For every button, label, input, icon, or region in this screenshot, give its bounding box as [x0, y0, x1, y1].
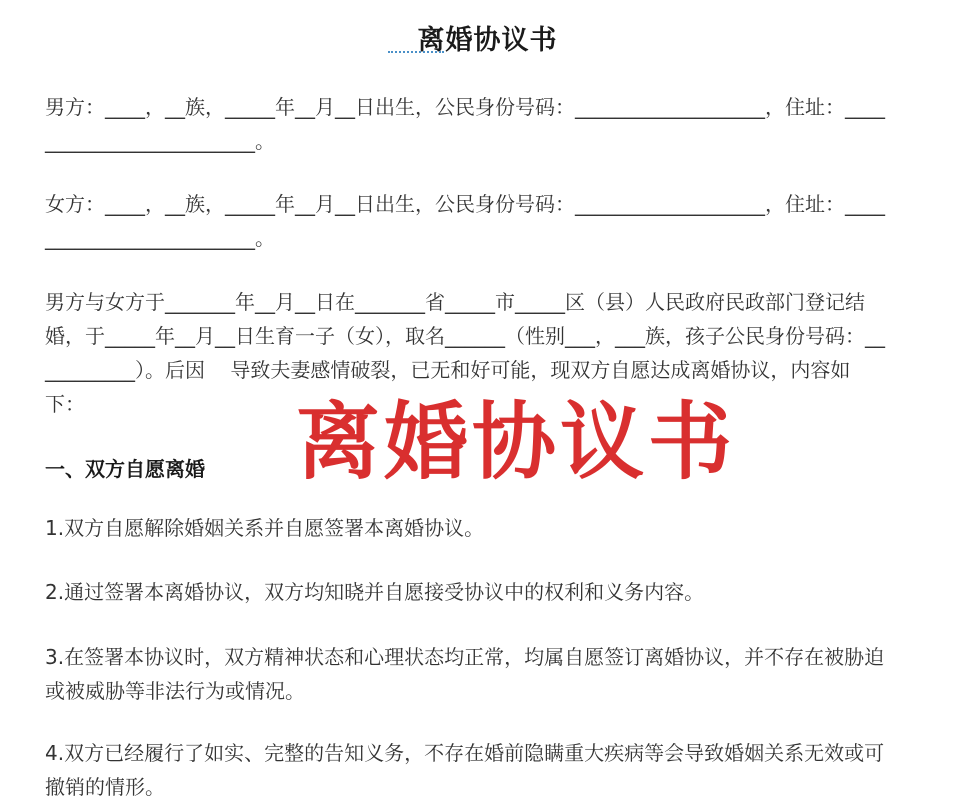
male-party-paragraph: 男方：____，__族，_____年__月__日出生，公民身份号码：___________________，住址：_________________________。	[45, 95, 885, 153]
document-title: 离婚协议书	[417, 25, 558, 56]
marriage-info-paragraph: 男方与女方于_______年__月__日在_______省_____市_____区（县）人民政府民政部门登记结婚，于_____年__月__日生育一子（女），取名______（性别___，___族，孩子公民身份号码：___________）。后因 导致夫妻感情破裂，已无和好可能，现双方自愿达成离婚协议，内容如下：	[45, 290, 885, 416]
spellcheck-underline	[388, 51, 444, 53]
clause-4: 4.双方已经履行了如实、完整的告知义务，不存在婚前隐瞒重大疾病等会导致婚姻关系无效或可撤销的情形。	[45, 741, 885, 799]
clause-1: 1.双方自愿解除婚姻关系并自愿签署本离婚协议。	[45, 516, 485, 540]
overlay-title-watermark: 离婚协议书	[296, 393, 737, 491]
clause-2: 2.通过签署本离婚协议，双方均知晓并自愿接受协议中的权利和义务内容。	[45, 580, 705, 604]
section-heading-voluntary-divorce: 一、双方自愿离婚	[45, 457, 205, 481]
female-party-paragraph: 女方：____，__族，_____年__月__日出生，公民身份号码：___________________，住址：_________________________。	[45, 192, 885, 250]
clause-3: 3.在签署本协议时，双方精神状态和心理状态均正常，均属自愿签订离婚协议，并不存在被胁迫或被威胁等非法行为或情况。	[45, 645, 885, 703]
